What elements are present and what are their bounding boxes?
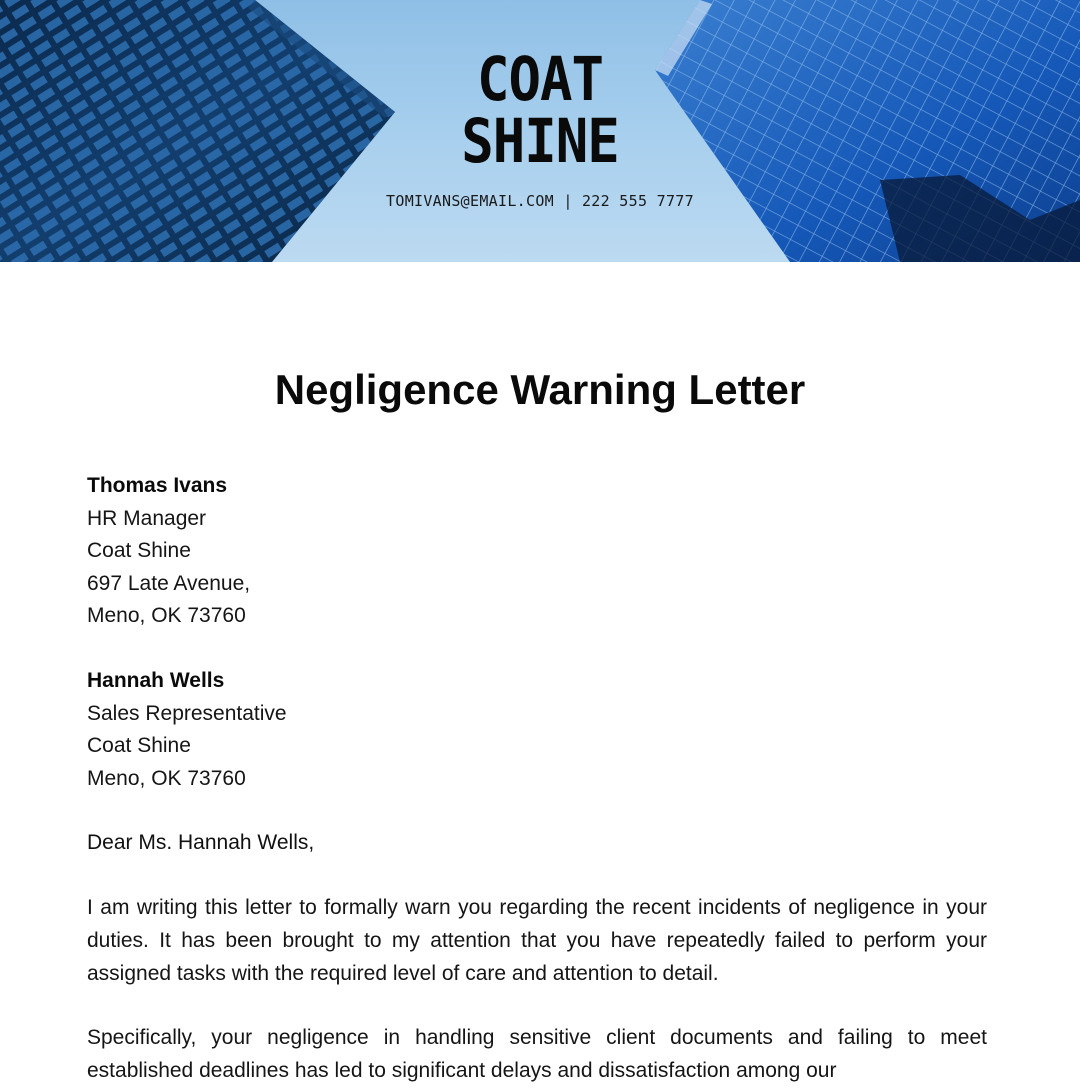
brand-name-line1: COAT: [476, 44, 604, 115]
sender-address-block: [87, 470, 250, 633]
sender-street: 697 Late Avenue,: [87, 571, 251, 595]
body-paragraph: Specifically, your negligence in handling sensitive client documents and failing to meet established deadlines has led to significant delays and dissatisfaction among our: [87, 1026, 987, 1082]
sender-company: Coat Shine: [87, 539, 191, 562]
header-banner: [0, 0, 1080, 262]
body-paragraph: I am writing this letter to formally warn you regarding the recent incidents of negligence in your duties. It has been brought to my attention that you have repeatedly failed to perform your assigned tasks with the required level of care and attention to detail.: [87, 896, 987, 985]
recipient-position: Sales Representative: [87, 701, 287, 725]
recipient-company: Coat Shine: [87, 734, 191, 757]
brand-name-line2: SHINE: [461, 106, 619, 177]
recipient-city: Meno, OK 73760: [87, 766, 246, 790]
salutation: Dear Ms. Hannah Wells,: [87, 831, 315, 854]
sender-position: HR Manager: [87, 506, 207, 530]
recipient-name: Hannah Wells: [87, 669, 225, 692]
recipient-address-block: [87, 665, 287, 795]
sender-name: Thomas Ivans: [87, 474, 228, 497]
contact-info: TOMIVANS@EMAIL.COM | 222 555 7777: [386, 192, 694, 210]
letter-title: Negligence Warning Letter: [274, 366, 806, 413]
sender-city: Meno, OK 73760: [87, 604, 246, 627]
